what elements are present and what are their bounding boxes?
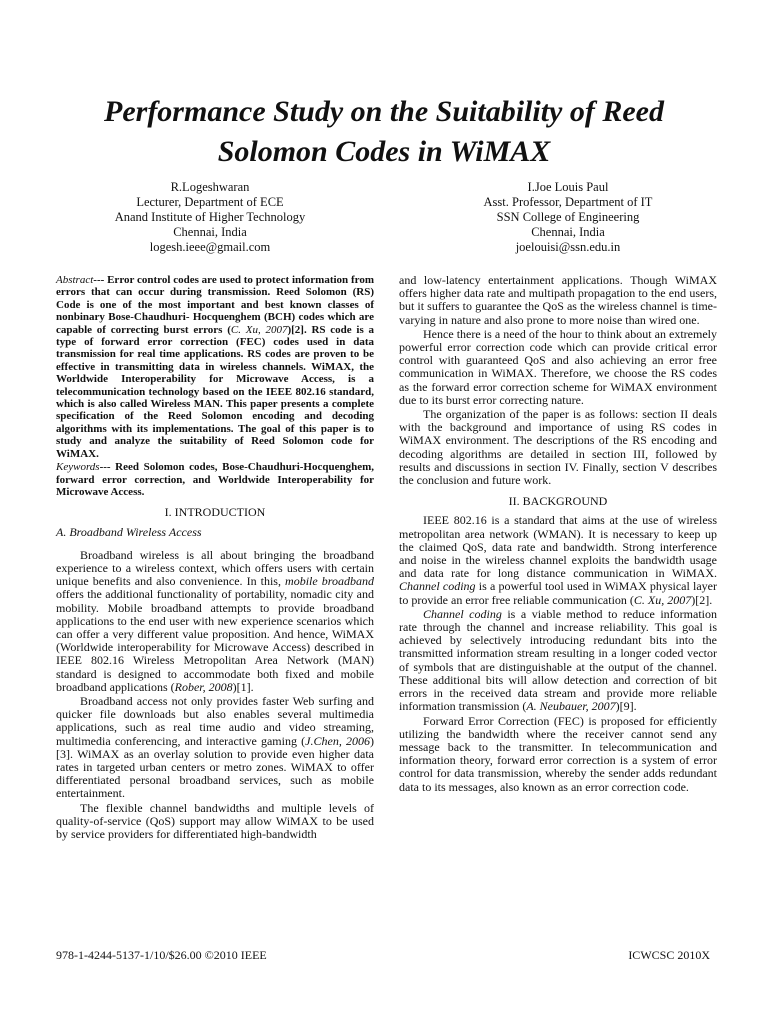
subsection-heading: A. Broadband Wireless Access: [56, 524, 202, 539]
abstract-citation: C. Xu, 2007: [230, 323, 288, 336]
abstract: [56, 274, 374, 460]
citation: J.Chen, 2006: [305, 733, 370, 748]
footer-conference: ICWCSC 2010X: [628, 948, 710, 962]
footer-copyright: 978-1-4244-5137-1/10/$26.00 ©2010 IEEE: [56, 948, 267, 962]
section-heading-introduction: I. INTRODUCTION: [164, 505, 266, 520]
paragraph: [399, 514, 717, 606]
right-column: [399, 274, 717, 795]
paragraph: [56, 549, 374, 694]
author-org: SSN College of Engineering: [496, 210, 640, 224]
citation: Rober, 2008: [174, 679, 233, 694]
text: is a powerful tool used in WiMAX physical layer to provide an error free reliable communication (: [399, 579, 718, 607]
keywords: [56, 461, 374, 498]
text: offers the additional functionality of portability, nomadic city and mobility. Mobile broadband attempts to provide broadband applications to the end user with new experience scenarios which can offer a very different value proposition. And hence, WiMAX (Worldwide interoperability for Microwave Access) described in IEEE 802.16 Wireless Metropolitan Area Network (MAN) standard is designed to accommodate both fixed and mobile broadband applications (: [56, 587, 374, 694]
abstract-text-2: )[2]. RS code is a type of forward error correction (FEC) codes used in data transmission for real time applications. RS codes are proven to be effective in transmitting data in wireless channels. WiMAX, the Worldwide Interoperability for Microwave Access, is a telecommunication technology based on the IEEE 802.16 standard, which is also called Wireless MAN. This paper presents a complete specification of the Reed Solomon encoding and decoding algorithms with its implementations. The goal of this paper is to study and analyze the suitability of Reed Solomon code for WiMAX.: [56, 323, 375, 460]
author-email: joelouisi@ssn.edu.in: [515, 240, 621, 254]
author-block-1: [60, 180, 360, 255]
text: is a viable method to reduce information rate through the channel and increase reliability. This goal is achieved by selectively introducing redundant bits into the transmitted information stream resulting in a longer coded vector of symbols that are distinguishable at the output of the channel. These additional bits will allow detection and correction of bit errors in the received data stream and provide more reliable information transmission (: [399, 606, 718, 714]
paragraph: Forward Error Correction (FEC) is proposed for efficiently utilizing the bandwidth where the receiver cannot send any message back to the transmitter. In telecommunication and information theory, forward error correction is a system of error control for data transmission, whereby the sender adds redundant data to its messages, also known as an error correction code.: [399, 713, 717, 794]
citation: C. Xu, 2007: [633, 592, 692, 607]
italic-term: Channel coding: [423, 606, 502, 621]
abstract-dash: ---: [93, 274, 108, 286]
author-org: Anand Institute of Higher Technology: [114, 210, 306, 224]
citation: A. Neubauer, 2007: [526, 699, 616, 714]
author-location: Chennai, India: [531, 225, 605, 239]
paragraph: The organization of the paper is as follows: section II deals with the background and importance of using RS codes in WiMAX environment. The descriptions of the RS encoding and decoding algorithms are detailed in section III, followed by results and discussions in section IV. Finally, section V describes the conclusion and future work.: [399, 407, 717, 488]
paragraph: The flexible channel bandwidths and multiple levels of quality-of-service (QoS) support may allow WiMAX to be used by service providers for differentiated high-bandwidth: [56, 800, 374, 841]
italic-term: Channel coding: [399, 579, 476, 594]
text: IEEE 802.16 is a standard that aims at the use of wireless metropolitan area network (WMAN). It is necessary to keep up the claimed QoS, data rate and bandwidth. Strong interference and noise in the wireless channel exploits the bandwidth usage and data rate for long distance communication in WiMAX.: [399, 513, 717, 581]
text: Broadband wireless is all about bringing the broadband experience to a wireless context, which offers users with certain unique benefits and also convenience. In this,: [56, 547, 374, 589]
left-column: [56, 274, 374, 842]
author-email: logesh.ieee@gmail.com: [149, 240, 271, 254]
keywords-dash: ---: [99, 461, 116, 474]
keywords-text: Reed Solomon codes, Bose-Chaudhuri-Hocquenghem, forward error correction, and Worldwide Interoperability for Microwave Access.: [56, 461, 374, 498]
author-name: R.Logeshwaran: [170, 180, 250, 194]
author-role: Asst. Professor, Department of IT: [483, 195, 653, 209]
author-block-2: [418, 180, 718, 255]
paragraph: [56, 695, 374, 801]
abstract-label: Abstract: [56, 274, 94, 286]
text: )[2].: [691, 592, 713, 607]
paragraph: Hence there is a need of the hour to think about an extremely powerful error correction code which can provide critical error control with guaranteed QoS and also achieving an error free communication in WiMAX. Therefore, we choose the RS codes as the forward error correction scheme for WiMAX environment due to its burst error correcting nature.: [399, 326, 717, 407]
keywords-label: Keywords: [56, 461, 100, 474]
text: )[1].: [232, 679, 254, 694]
paragraph: and low-latency entertainment applications. Though WiMAX offers higher data rate and multipath propagation to the end users, but it suffers to guarantee the QoS as the wireless channel is time-varying in nature and also prone to more noise than wired one.: [399, 273, 717, 327]
abstract-text-1: Error control codes are used to protect information from errors that can occur during transmission. Reed Solomon (RS) Code is one of the most important and best known classes of nonbinary Bose-Chaudhuri- Hocquenghem (BCH) codes which are capable of correcting burst errors (: [56, 274, 374, 336]
text: )[3]. WiMAX as an overlay solution to provide even higher data rates in targeted urban centers or metro zones. WiMAX to offer differentiated personal broadband services, such as mobile entertainment.: [56, 733, 374, 801]
text: Broadband access not only provides faster Web surfing and quicker file downloads but also enables several multimedia applications, such as real time audio and video streaming, multimedia conferencing, and interactive gaming (: [56, 693, 374, 748]
text: )[9].: [615, 699, 637, 714]
author-role: Lecturer, Department of ECE: [136, 195, 284, 209]
author-location: Chennai, India: [173, 225, 247, 239]
author-name: I.Joe Louis Paul: [527, 180, 609, 194]
paper-title: Performance Study on the Suitability of Reed Solomon Codes in WiMAX: [104, 95, 664, 168]
section-heading-background: II. BACKGROUND: [508, 494, 608, 509]
italic-term: mobile broadband: [285, 574, 374, 589]
paragraph: [399, 608, 717, 714]
